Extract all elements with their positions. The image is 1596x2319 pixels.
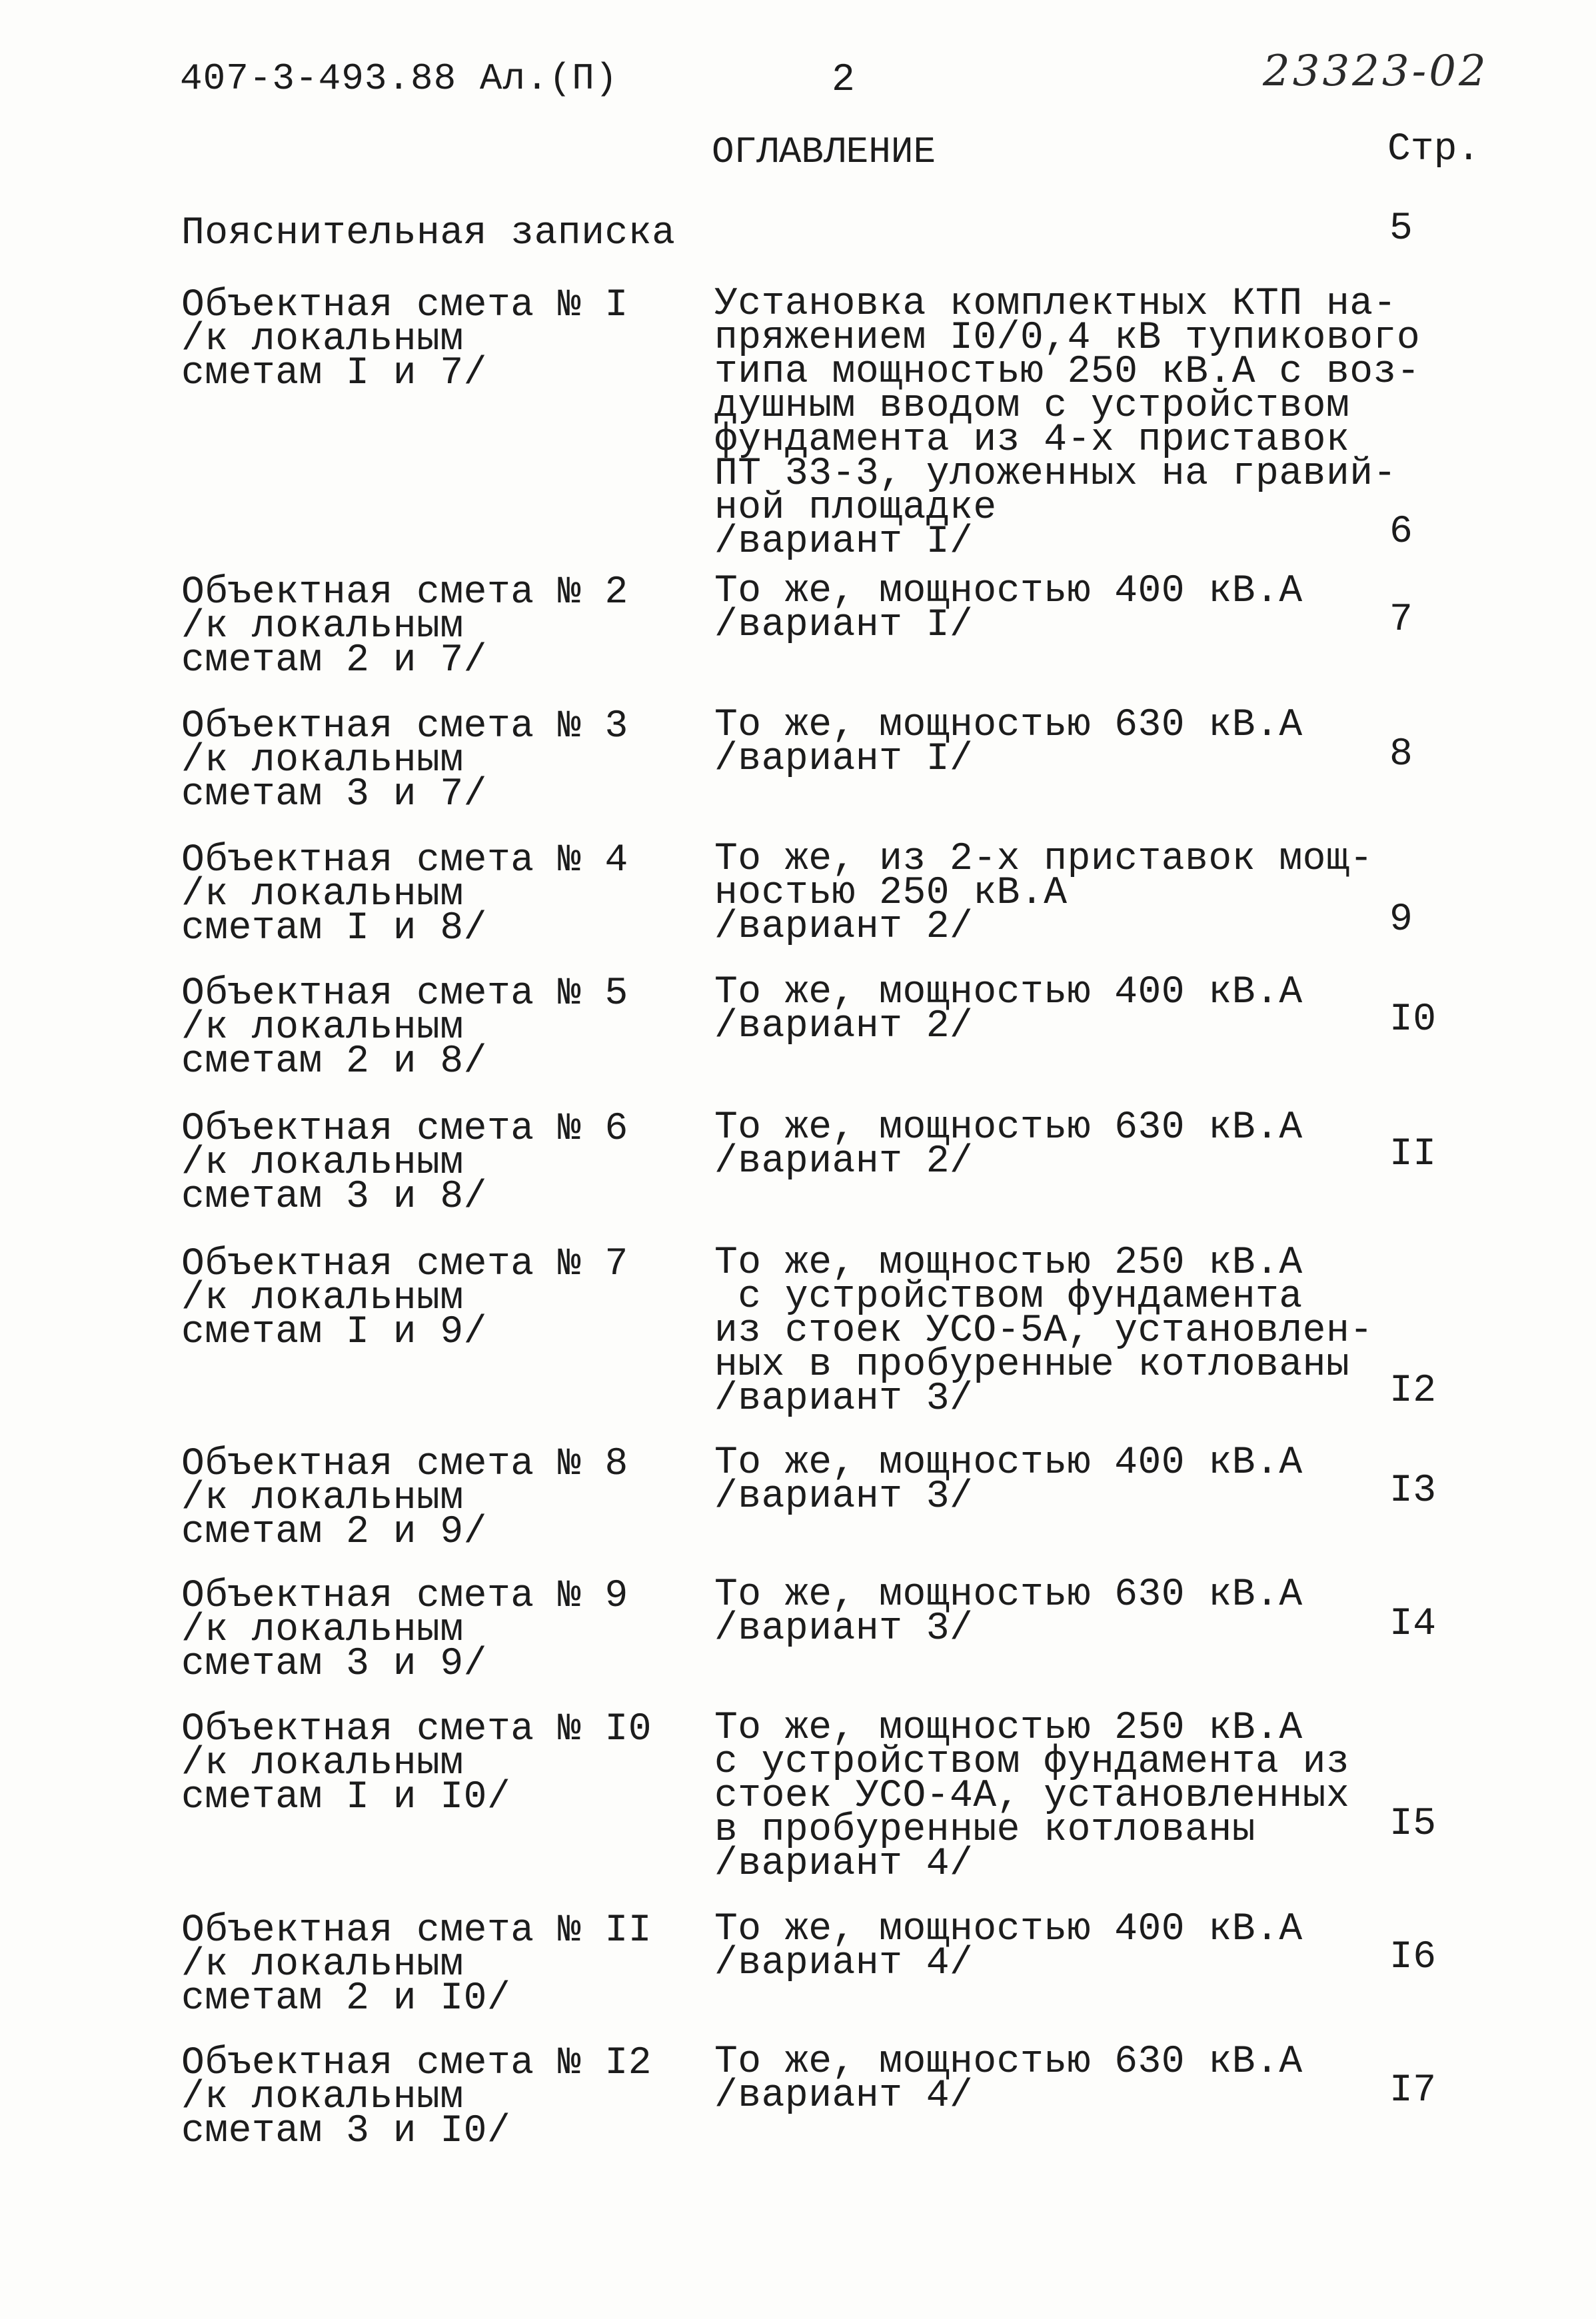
toc-entry-description-line: /вариант 2/ — [714, 906, 974, 949]
toc-entry-page-number: I0 — [1389, 998, 1437, 1042]
toc-entry-title-line: сметам 2 и 7/ — [181, 639, 487, 682]
toc-entry-title-line: сметам 3 и 7/ — [181, 773, 487, 816]
toc-entry-title-line: сметам 2 и 8/ — [181, 1040, 487, 1084]
toc-entry-description-line: То же, из 2-х приставок мощ- — [714, 838, 1373, 881]
toc-entry-title-line: сметам 2 и 9/ — [181, 1511, 487, 1554]
toc-entry-title-line: Объектная смета № 3 — [181, 705, 628, 748]
toc-entry-description-line: /вариант 4/ — [714, 1843, 974, 1886]
toc-entry-title-line: Объектная смета № 6 — [181, 1108, 628, 1151]
toc-entry-title — [181, 705, 628, 816]
toc-entry-title — [181, 839, 628, 950]
toc-entry-description — [714, 838, 1373, 949]
toc-entry-title-line: Объектная смета № 2 — [181, 571, 628, 614]
toc-entry-title-line: /к локальным — [181, 1742, 464, 1785]
toc-entry-page-number: I7 — [1389, 2069, 1437, 2112]
toc-entry-description — [714, 1908, 1303, 1985]
toc-entry-title-line: Объектная смета № I2 — [181, 2042, 652, 2085]
toc-entry-title-line: Объектная смета № 9 — [181, 1575, 628, 1618]
toc-title: ОГЛАВЛЕНИЕ — [712, 131, 936, 173]
toc-entry-description-line: с устройством фундамента — [714, 1275, 1303, 1319]
toc-entry-description — [714, 1241, 1373, 1421]
toc-entry-title-line: /к локальным — [181, 1006, 464, 1050]
toc-entry-title — [181, 1575, 628, 1686]
toc-entry-description — [714, 2040, 1303, 2118]
toc-entry-page-number: I4 — [1389, 1603, 1437, 1646]
toc-entry-page-number: 7 — [1389, 598, 1413, 642]
toc-entry-title — [181, 571, 628, 682]
toc-entry-page-number: I6 — [1389, 1936, 1437, 1979]
toc-entry-title-line: Объектная смета № 5 — [181, 972, 628, 1016]
toc-entry-description — [714, 1573, 1303, 1651]
toc-entry-title-line: сметам 3 и I0/ — [181, 2110, 511, 2153]
toc-entry-title-line: /к локальным — [181, 1943, 464, 1986]
toc-entry-title-line: Объектная смета № I0 — [181, 1708, 652, 1751]
toc-entry-description-line: /вариант 4/ — [714, 2074, 974, 2118]
toc-entry-title-line: Объектная смета № I — [181, 284, 628, 327]
toc-entry-title-line: /к локальным — [181, 1609, 464, 1652]
toc-entry-description-line: То же, мощностью 400 кВ.А — [714, 570, 1303, 613]
toc-entry-page-number: 9 — [1389, 898, 1413, 942]
toc-entry-description-line: /вариант I/ — [714, 738, 974, 781]
toc-entry-description-line: с устройством фундамента из — [714, 1741, 1350, 1784]
toc-entry-description — [714, 1441, 1303, 1519]
toc-entry-title-line: /к локальным — [181, 1142, 464, 1185]
toc-entry-description-line: ных в пробуренные котлованы — [714, 1343, 1350, 1387]
toc-entry-title-line: сметам 3 и 9/ — [181, 1643, 487, 1686]
toc-entry-title — [181, 972, 628, 1084]
toc-entry-title-line: /к локальным — [181, 873, 464, 916]
toc-entry-title — [181, 1909, 652, 2020]
toc-entry-page-number: 5 — [1389, 207, 1413, 251]
toc-entry-title-line: сметам I и I0/ — [181, 1776, 511, 1819]
toc-entry-page-number: 8 — [1389, 733, 1413, 776]
document-code: 407-3-493.88 Ал.(П) — [180, 57, 618, 100]
toc-entry-title-line: сметам I и 9/ — [181, 1311, 487, 1354]
toc-entry-title-line: /к локальным — [181, 605, 464, 648]
toc-entry-description-line: /вариант I/ — [714, 604, 974, 647]
toc-entry-description-line: /вариант I/ — [714, 520, 974, 564]
toc-entry-description-line: фундамента из 4-х приставок — [714, 418, 1350, 462]
toc-entry-title-line: /к локальным — [181, 1277, 464, 1320]
toc-entry-description-line: /вариант 3/ — [714, 1607, 974, 1651]
archive-number: 23323-02 — [1263, 47, 1489, 96]
toc-entry-description-line: То же, мощностью 400 кВ.А — [714, 971, 1303, 1014]
toc-entry-description-line: пряжением I0/0,4 кВ тупикового — [714, 317, 1421, 360]
toc-entry-description-line: /вариант 2/ — [714, 1140, 974, 1183]
toc-entry-title-line: /к локальным — [181, 739, 464, 782]
toc-entry-title — [181, 212, 676, 255]
toc-entry-title-line: /к локальным — [181, 318, 464, 361]
toc-entry-title-line: Объектная смета № II — [181, 1909, 652, 1952]
toc-entry-description-line: То же, мощностью 630 кВ.А — [714, 1573, 1303, 1617]
toc-entry-description-line: /вариант 3/ — [714, 1475, 974, 1519]
toc-entry-description-line: То же, мощностью 630 кВ.А — [714, 1106, 1303, 1150]
toc-entry-title — [181, 284, 628, 395]
toc-entry-title — [181, 2042, 652, 2153]
toc-entry-title-line: Объектная смета № 4 — [181, 839, 628, 882]
toc-entry-description-line: душным вводом с устройством — [714, 385, 1350, 428]
page-column-header: Стр. — [1387, 128, 1481, 171]
toc-entry-title-line: сметам I и 8/ — [181, 907, 487, 950]
toc-entry-description-line: из стоек УСО-5А, установлен- — [714, 1309, 1373, 1353]
toc-entry-title-line: сметам 2 и I0/ — [181, 1977, 511, 2020]
toc-entry-title-line: /к локальным — [181, 1477, 464, 1520]
toc-entry-description-line: ной площадке — [714, 486, 997, 530]
toc-entry-description-line: То же, мощностью 630 кВ.А — [714, 704, 1303, 747]
toc-entry-description-line: То же, мощностью 250 кВ.А — [714, 1241, 1303, 1285]
toc-entry-description — [714, 1106, 1303, 1183]
toc-entry-description-line: /вариант 2/ — [714, 1005, 974, 1048]
toc-entry-description-line: /вариант 4/ — [714, 1942, 974, 1985]
toc-entry-description-line: /вариант 3/ — [714, 1377, 974, 1421]
toc-entry-title — [181, 1108, 628, 1219]
toc-entry-description-line: ностью 250 кВ.А — [714, 872, 1068, 915]
toc-entry-title-line: Объектная смета № 8 — [181, 1443, 628, 1486]
toc-entry-title-line: /к локальным — [181, 2076, 464, 2119]
toc-entry-page-number: 6 — [1389, 510, 1413, 554]
toc-entry-title — [181, 1243, 628, 1354]
toc-entry-title-line: сметам 3 и 8/ — [181, 1175, 487, 1219]
toc-entry-title-line: сметам I и 7/ — [181, 352, 487, 395]
toc-entry-page-number: II — [1389, 1133, 1437, 1176]
toc-entry-description-line: То же, мощностью 400 кВ.А — [714, 1441, 1303, 1485]
toc-entry-title — [181, 1443, 628, 1554]
toc-entry-description-line: типа мощностью 250 кВ.А с воз- — [714, 351, 1421, 394]
toc-entry-title-line: Пояснительная записка — [181, 212, 676, 255]
toc-entry-description — [714, 570, 1303, 647]
toc-entry-page-number: I5 — [1389, 1803, 1437, 1846]
toc-entry-description-line: ПТ 33-3, уложенных на гравий- — [714, 452, 1397, 496]
toc-entry-description-line: стоек УСО-4А, установленных — [714, 1775, 1350, 1818]
toc-entry-description-line: То же, мощностью 400 кВ.А — [714, 1908, 1303, 1951]
toc-entry-description — [714, 283, 1421, 564]
toc-entry-description — [714, 971, 1303, 1048]
toc-entry-description-line: То же, мощностью 630 кВ.А — [714, 2040, 1303, 2084]
toc-entry-title — [181, 1708, 652, 1819]
toc-entry-page-number: I3 — [1389, 1469, 1437, 1513]
toc-entry-page-number: I2 — [1389, 1369, 1437, 1413]
toc-entry-title-line: Объектная смета № 7 — [181, 1243, 628, 1286]
toc-entry-description-line: То же, мощностью 250 кВ.А — [714, 1707, 1303, 1750]
toc-entry-description-line: в пробуренные котлованы — [714, 1809, 1256, 1852]
toc-entry-description-line: Установка комплектных КТП на- — [714, 283, 1397, 326]
toc-entry-description — [714, 704, 1303, 781]
page-number: 2 — [832, 59, 855, 102]
toc-entry-description — [714, 1707, 1350, 1886]
